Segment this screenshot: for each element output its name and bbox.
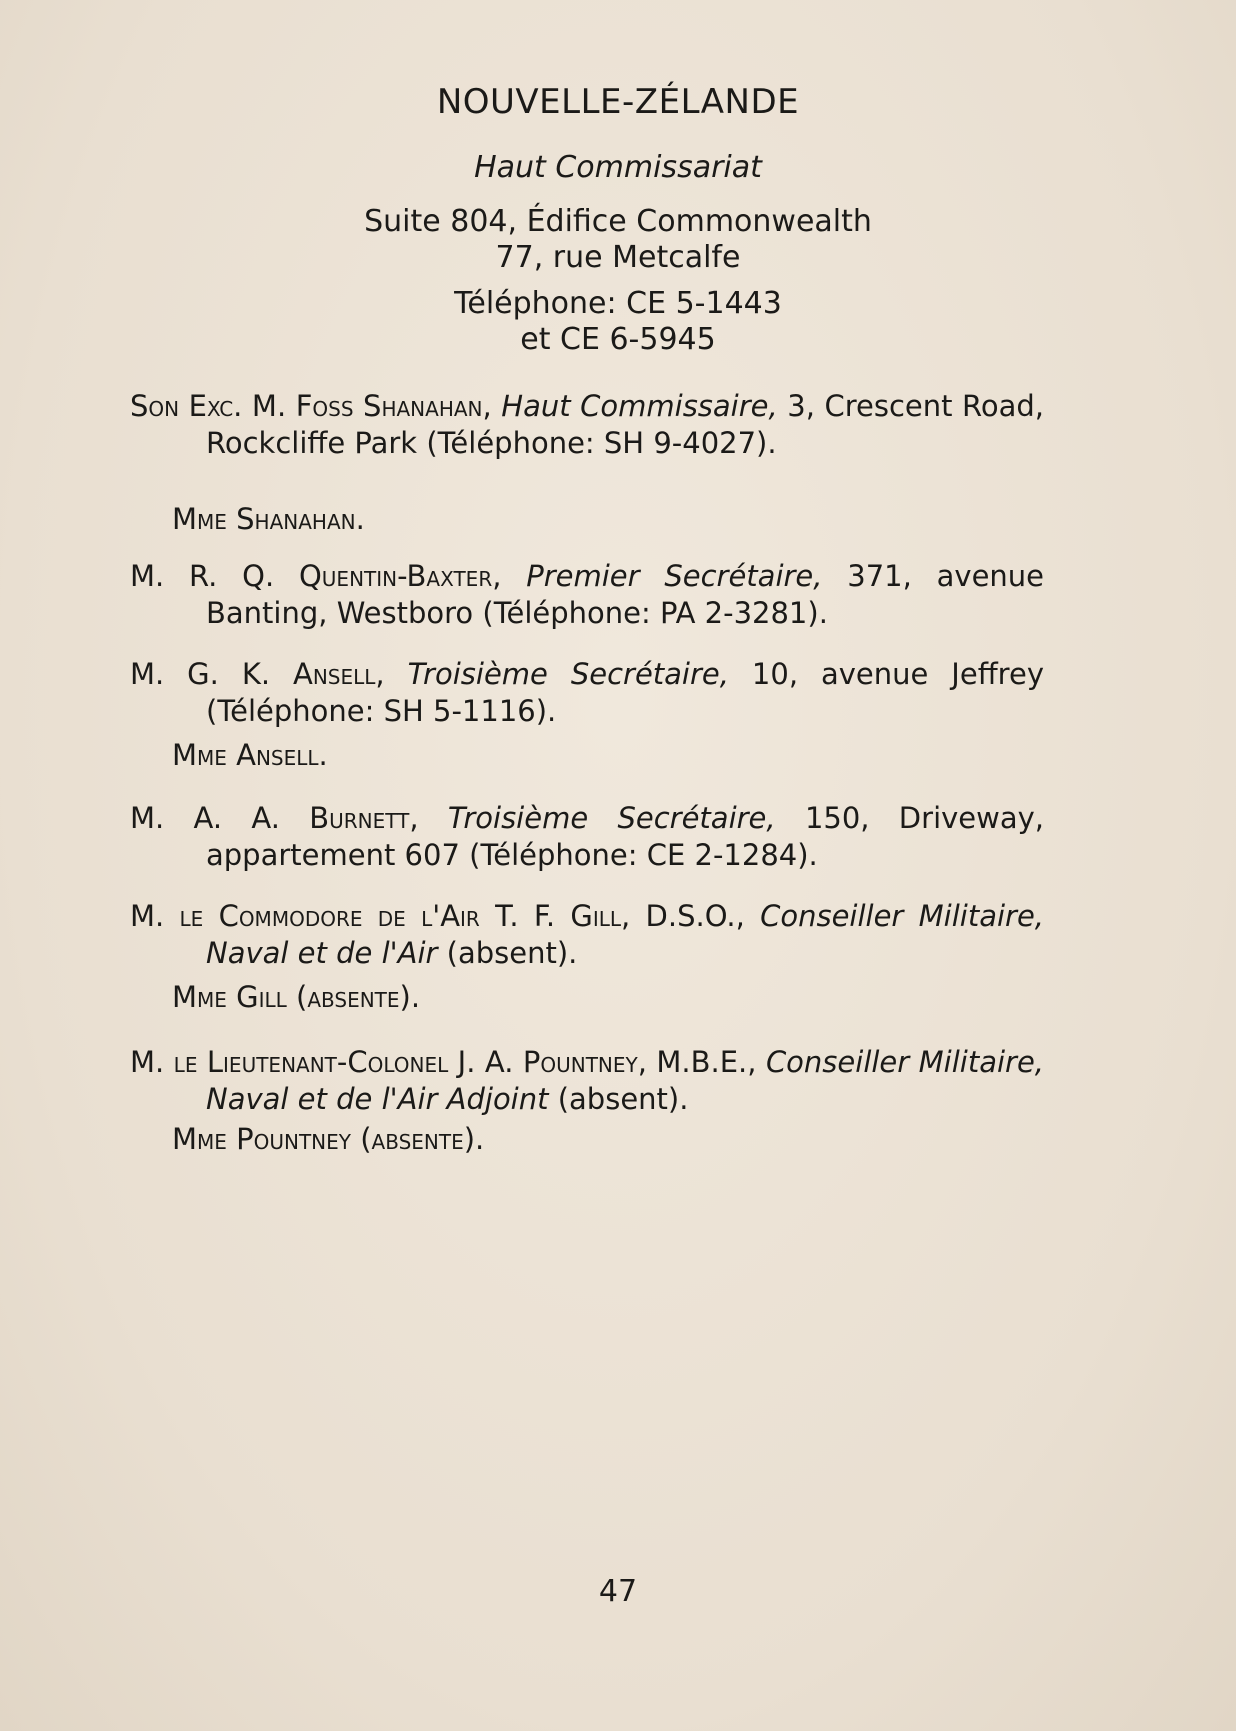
entry-title: Troisième Secrétaire, bbox=[407, 657, 729, 691]
spouse-gill: Mme Gill (absente). bbox=[172, 980, 421, 1014]
entry-title: Conseiller Militaire, Naval et de l'Air Adjoint bbox=[206, 1045, 1045, 1116]
entry-details: 150, Driveway, appartement 607 (Téléphone: CE 2-1284). bbox=[206, 801, 1044, 872]
entry-pountney bbox=[130, 1044, 1044, 1118]
page-subtitle: Haut Commissariat bbox=[474, 150, 762, 185]
entry-name: M. le Commodore de l'Air T. F. Gill, D.S.O., bbox=[130, 899, 745, 933]
address-line-2: 77, rue Metcalfe bbox=[495, 240, 741, 275]
entry-details: (absent). bbox=[446, 936, 578, 970]
page-title: NOUVELLE-ZÉLANDE bbox=[436, 82, 800, 122]
address-line-1: Suite 804, Édifice Commonwealth bbox=[364, 204, 872, 239]
phone-line-1: Téléphone: CE 5-1443 bbox=[454, 286, 782, 321]
entry-name: M. R. Q. Quentin-Baxter, bbox=[130, 559, 502, 593]
spouse-ansell: Mme Ansell. bbox=[172, 738, 328, 772]
entry-title: Premier Secrétaire, bbox=[526, 559, 823, 593]
page-number: 47 bbox=[598, 1574, 638, 1609]
entry-title: Conseiller Militaire, Naval et de l'Air bbox=[206, 899, 1045, 970]
entry-details: 3, Crescent Road, Rockcliffe Park (Téléphone: SH 9-4027). bbox=[206, 389, 1045, 460]
spouse-shanahan: Mme Shanahan. bbox=[172, 502, 365, 536]
entry-gill bbox=[130, 898, 1044, 972]
entry-name: M. G. K. Ansell, bbox=[130, 657, 385, 691]
entry-name: Son Exc. M. Foss Shanahan, bbox=[130, 389, 492, 423]
entry-title: Troisième Secrétaire, bbox=[447, 801, 776, 835]
entry-details: 10, avenue Jeffrey (Téléphone: SH 5-1116). bbox=[206, 657, 1044, 728]
phone-line-2: et CE 6-5945 bbox=[520, 322, 716, 357]
spouse-pountney: Mme Pountney (absente). bbox=[172, 1122, 485, 1156]
entry-details: 371, avenue Banting, Westboro (Téléphone: PA 2-3281). bbox=[206, 559, 1045, 630]
entry-quentin-baxter bbox=[130, 558, 1044, 632]
entry-burnett bbox=[130, 800, 1044, 874]
entry-title: Haut Commissaire, bbox=[501, 389, 778, 423]
entry-details: (absent). bbox=[557, 1082, 689, 1116]
entry-name: M. A. A. Burnett, bbox=[130, 801, 419, 835]
entry-name: M. le Lieutenant-Colonel J. A. Pountney, M.B.E., bbox=[130, 1045, 757, 1079]
entry-ansell bbox=[130, 656, 1044, 730]
entry-shanahan bbox=[130, 388, 1044, 462]
